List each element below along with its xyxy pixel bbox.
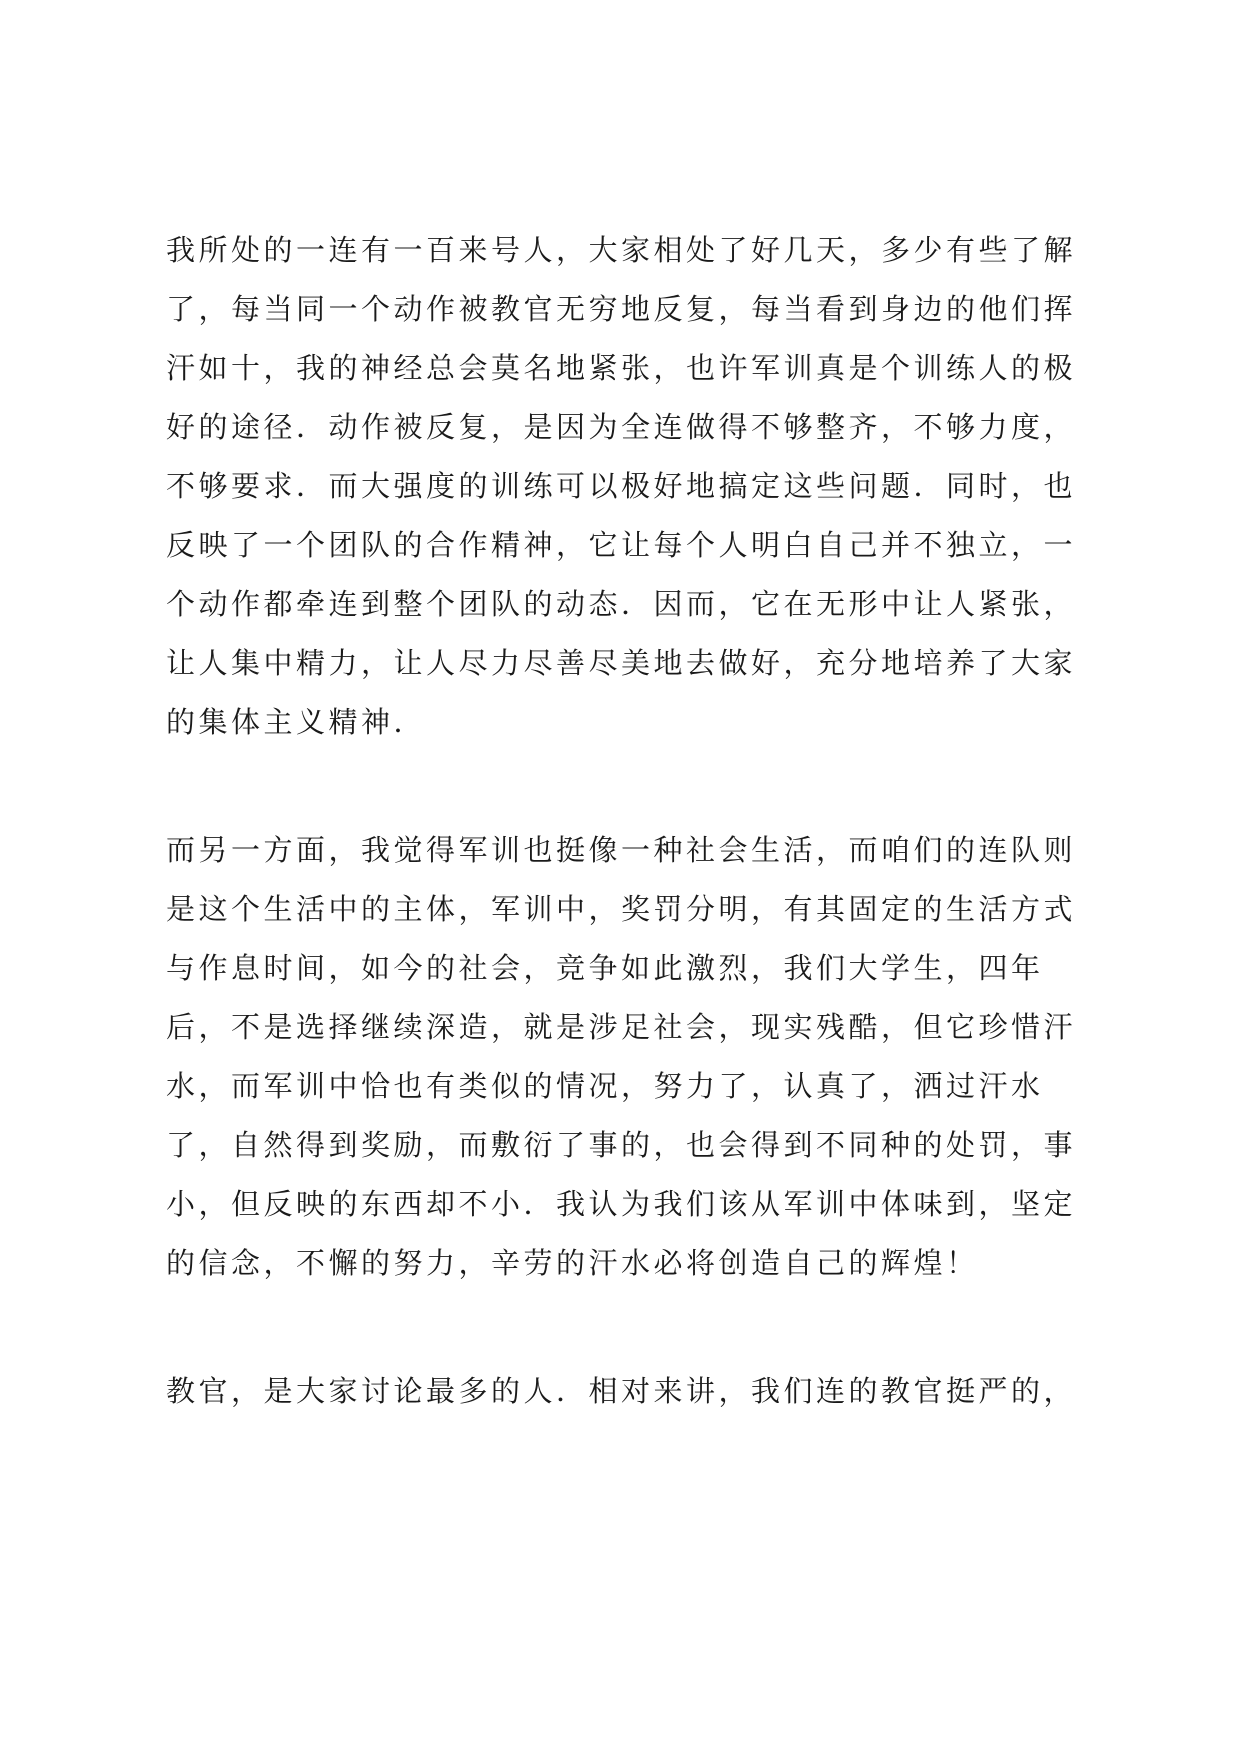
text-line: 后，不是选择继续深造，就是涉足社会，现实残酷，但它珍惜汗: [166, 1010, 1077, 1044]
text-line: 好的途径．动作被反复，是因为全连做得不够整齐，不够力度，: [166, 410, 1077, 444]
text-line: 让人集中精力，让人尽力尽善尽美地去做好，充分地培养了大家: [166, 646, 1077, 680]
text-line: 而另一方面，我觉得军训也挺像一种社会生活，而咱们的连队则: [166, 833, 1077, 867]
text-line: 不够要求．而大强度的训练可以极好地搞定这些问题．同时，也: [166, 469, 1077, 503]
text-line: 了，自然得到奖励，而敷衍了事的，也会得到不同种的处罚，事: [166, 1128, 1077, 1162]
text-line: 教官，是大家讨论最多的人．相对来讲，我们连的教官挺严的，: [166, 1374, 1077, 1408]
paragraph-1: [166, 230, 1096, 761]
text-line: 反映了一个团队的合作精神，它让每个人明白自己并不独立，一: [166, 528, 1077, 562]
text-line: 汗如十，我的神经总会莫名地紧张，也许军训真是个训练人的极: [166, 351, 1077, 385]
text-line: 个动作都牵连到整个团队的动态．因而，它在无形中让人紧张，: [166, 587, 1077, 621]
text-line: 的集体主义精神．: [166, 705, 427, 739]
text-line: 水，而军训中恰也有类似的情况，努力了，认真了，洒过汗水: [166, 1069, 1044, 1103]
paragraph-spacer: [166, 1302, 1096, 1371]
text-line: 小，但反映的东西却不小．我认为我们该从军训中体味到，坚定: [166, 1187, 1077, 1221]
text-line: 了，每当同一个动作被教官无穷地反复，每当看到身边的他们挥: [166, 292, 1077, 326]
paragraph-2: [166, 830, 1096, 1302]
paragraph-3: [166, 1371, 1096, 1430]
text-line: 与作息时间，如今的社会，竞争如此激烈，我们大学生，四年: [166, 951, 1044, 985]
document-body: [166, 230, 1096, 1430]
text-line: 是这个生活中的主体，军训中，奖罚分明，有其固定的生活方式: [166, 892, 1077, 926]
text-line: 的信念，不懈的努力，辛劳的汗水必将创造自己的辉煌！: [166, 1246, 979, 1280]
paragraph-spacer: [166, 761, 1096, 830]
text-line: 我所处的一连有一百来号人，大家相处了好几天，多少有些了解: [166, 233, 1077, 267]
